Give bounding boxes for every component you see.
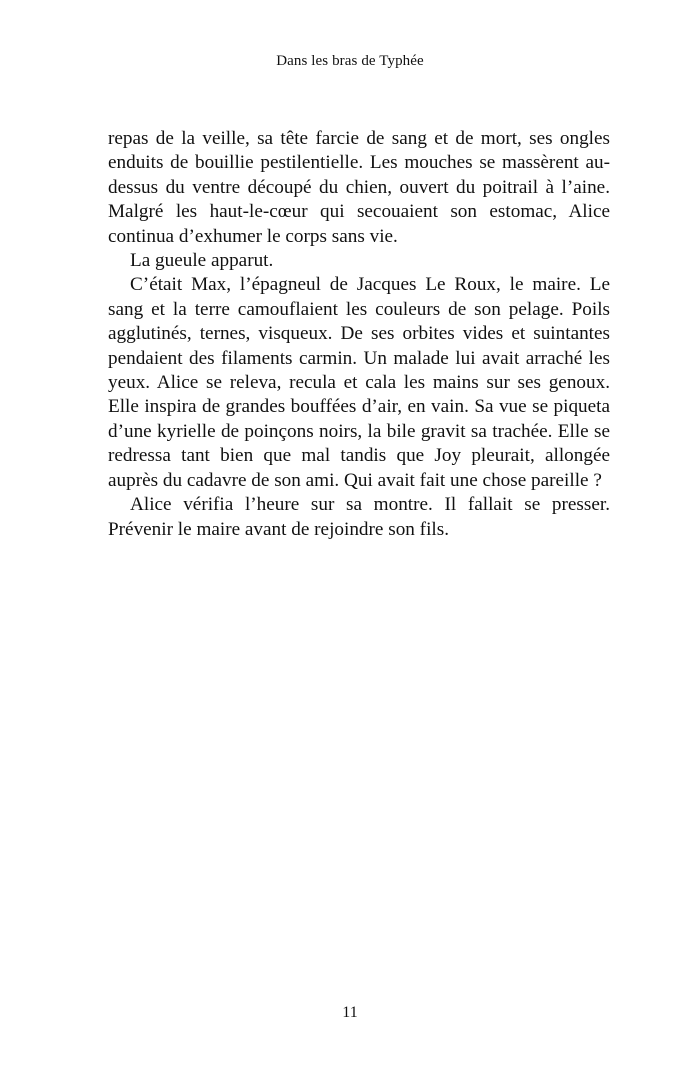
page-number: 11 (342, 1004, 358, 1021)
paragraph-continued: repas de la veille, sa tête farcie de sang et de mort, ses ongles enduits de bouillie pestilentielle. Les mouches se massèrent au-dessus du ventre découpé du chien, ouvert du poitrail à l’aine. Malgré les haut-le-cœur qui secouaient son estomac, Alice continua d’exhumer le corps sans vie. (108, 128, 610, 247)
paragraph: C’était Max, l’épagneul de Jacques Le Roux, le maire. Le sang et la terre camouflaient les couleurs de son pelage. Poils agglutinés, ternes, visqueux. De ses orbites vides et suintantes pendaient des filaments carmin. Un malade lui avait arraché les yeux. Alice se releva, recula et cala les mains sur ses genoux. Elle inspira de grandes bouffées d’air, en vain. Sa vue se piqueta d’une kyrielle de poinçons noirs, la bile gravit sa trachée. Elle se redressa tant bien que mal tandis que Joy pleurait, allongée auprès du cadavre de son ami. Qui avait fait une chose pareille ? (108, 274, 610, 491)
running-head-title: Dans les bras de Typhée (276, 53, 424, 69)
paragraph: La gueule apparut. (130, 250, 274, 272)
body-text (108, 127, 610, 542)
paragraph: Alice vérifia l’heure sur sa montre. Il fallait se presser. Prévenir le maire avant de rejoindre son fils. (108, 494, 610, 540)
